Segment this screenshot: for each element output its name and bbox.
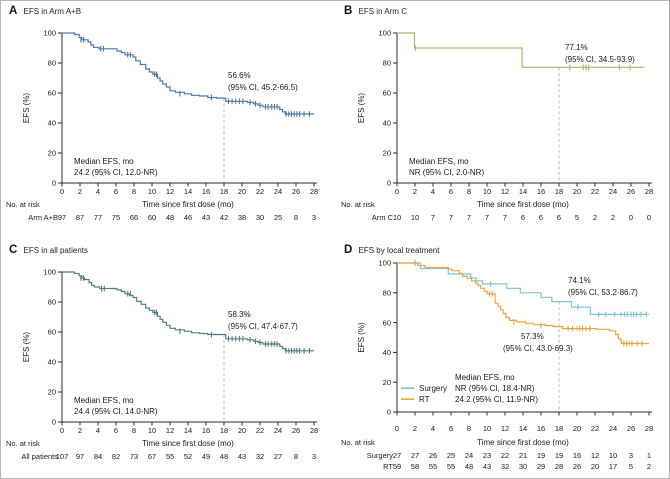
y-tick-label: 20 [382,148,391,158]
median-efs-label: Median EFS, mo [74,157,134,166]
y-tick-label: 60 [382,88,391,98]
x-tick-label: 0 [59,187,65,196]
x-tick-label: 18 [554,187,564,196]
x-tick-label: 2 [77,426,83,435]
at-risk-value: 10 [392,213,402,222]
at-risk-value: 66 [129,213,139,222]
at-risk-value: 24 [464,451,474,460]
x-tick-label: 12 [500,187,510,196]
at-risk-value: 2 [646,462,652,471]
at-risk-value: 3 [311,213,317,222]
at-risk-value: 8 [293,213,299,222]
x-tick-label: 6 [113,426,119,435]
x-axis-title: Time since first dose (mo) [142,200,234,209]
at-risk-value: 22 [500,451,510,460]
x-tick-label: 28 [309,187,319,196]
landmark-annotation: 56.6% [228,71,251,80]
at-risk-header: No. at risk [341,438,375,447]
x-tick-label: 14 [518,424,528,433]
at-risk-value: 0 [646,213,652,222]
x-tick-label: 28 [309,426,319,435]
x-tick-label: 26 [626,424,636,433]
x-tick-label: 12 [165,426,175,435]
at-risk-value: 55 [446,462,456,471]
at-risk-value: 55 [165,452,175,461]
at-risk-value: 43 [237,452,247,461]
y-axis-title: EFS (%) [22,92,31,124]
median-efs-label: 24.4 (95% CI, 14.0-NR) [74,407,158,416]
y-tick-label: 0 [386,407,391,417]
y-tick-label: 100 [43,267,56,277]
x-tick-label: 18 [219,187,229,196]
x-tick-label: 28 [644,187,654,196]
x-tick-label: 10 [147,426,157,435]
at-risk-value: 16 [572,451,582,460]
panel-C-chart [0,239,335,479]
x-tick-label: 8 [466,424,472,433]
at-risk-value: 38 [237,213,247,222]
at-risk-value: 7 [466,213,472,222]
panel-A-chart [0,0,335,239]
y-tick-label: 80 [382,58,391,68]
at-risk-value: 19 [536,451,546,460]
x-tick-label: 2 [77,187,83,196]
y-tick-label: 60 [47,88,56,98]
at-risk-row-label: RT [383,462,393,471]
at-risk-value: 48 [165,213,175,222]
panel-B [335,0,670,239]
at-risk-value: 7 [502,213,508,222]
median-efs-label: Median EFS, mo [74,396,134,405]
at-risk-value: 27 [410,451,420,460]
x-tick-label: 24 [273,426,283,435]
panel-B-title [344,5,407,17]
y-tick-label: 100 [43,28,56,38]
at-risk-value: 27 [392,451,402,460]
x-tick-label: 10 [482,187,492,196]
at-risk-value: 12 [590,451,600,460]
median-efs-label: 24.2 (95% CI, 11.9-NR) [455,395,538,404]
at-risk-value: 1 [646,451,652,460]
panel-A [0,0,335,239]
x-tick-label: 8 [466,187,472,196]
landmark-annotation: (95% CI, 47.4-67.7) [228,322,298,331]
at-risk-value: 30 [518,462,528,471]
x-tick-label: 16 [201,187,211,196]
censor-marks-all-patients [81,275,310,353]
x-tick-label: 2 [412,424,418,433]
at-risk-value: 23 [482,451,492,460]
legend-label: Surgery [419,384,448,393]
y-tick-label: 0 [51,417,56,427]
y-tick-label: 0 [386,178,391,188]
at-risk-header: No. at risk [6,200,40,209]
at-risk-value: 77 [93,213,103,222]
at-risk-value: 32 [500,462,510,471]
x-tick-label: 12 [500,424,510,433]
x-tick-label: 26 [291,187,301,196]
median-efs-label: Median EFS, mo [455,373,515,382]
landmark-annotation: (95% CI, 45.2-66.5) [228,83,298,92]
at-risk-value: 58 [410,462,420,471]
x-tick-label: 14 [183,426,193,435]
at-risk-value: 27 [273,452,283,461]
at-risk-value: 2 [610,213,616,222]
panel-letter: D [344,244,353,256]
y-tick-label: 40 [382,348,391,358]
y-tick-label: 80 [47,58,56,68]
panel-title-text: EFS in Arm C [358,7,407,16]
at-risk-value: 30 [255,213,265,222]
x-tick-label: 4 [95,187,101,196]
at-risk-value: 29 [536,462,546,471]
x-tick-label: 6 [448,424,454,433]
at-risk-value: 3 [311,452,317,461]
x-tick-label: 24 [608,187,618,196]
x-tick-label: 18 [554,424,564,433]
at-risk-value: 3 [628,451,634,460]
x-tick-label: 20 [237,187,247,196]
x-tick-label: 22 [590,187,600,196]
y-axis-title: EFS (%) [357,92,366,124]
at-risk-row-label: All patients [21,452,58,461]
x-tick-label: 6 [113,187,119,196]
at-risk-row-label: Arm C [371,213,393,222]
at-risk-value: 67 [147,452,157,461]
panel-D-chart [335,239,670,479]
x-tick-label: 0 [59,426,65,435]
at-risk-row-all-patients [21,452,316,461]
panel-C-title [9,244,88,256]
at-risk-value: 82 [111,452,121,461]
landmark-annotation: 58.3% [228,310,251,319]
landmark-annotation: (95% CI, 34.5-93.9) [565,55,635,64]
y-tick-label: 60 [47,327,56,337]
panel-title-text: EFS by local treatment [358,246,440,255]
x-tick-label: 28 [644,424,654,433]
x-tick-label: 14 [518,187,528,196]
at-risk-value: 87 [75,213,85,222]
at-risk-value: 21 [518,451,528,460]
at-risk-value: 0 [628,213,634,222]
at-risk-value: 6 [520,213,526,222]
x-tick-label: 8 [131,187,137,196]
at-risk-value: 48 [464,462,474,471]
legend-label: RT [419,395,430,404]
y-tick-label: 80 [382,288,391,298]
at-risk-header: No. at risk [6,439,40,448]
x-tick-label: 22 [255,187,265,196]
at-risk-value: 43 [201,213,211,222]
x-tick-label: 26 [626,187,636,196]
at-risk-value: 17 [608,462,618,471]
x-tick-label: 16 [201,426,211,435]
panel-C [0,239,335,479]
at-risk-row-arm-a-b [28,213,316,222]
panel-title-text: EFS in Arm A+B [23,7,82,16]
km-curve-arm-a-b [62,33,314,114]
at-risk-value: 6 [538,213,544,222]
at-risk-row-surgery [367,451,651,460]
x-tick-label: 16 [536,424,546,433]
at-risk-value: 7 [448,213,454,222]
panel-letter: C [9,244,18,256]
panel-B-chart [335,0,670,239]
x-tick-label: 0 [394,424,400,433]
x-tick-label: 22 [590,424,600,433]
at-risk-row-rt [383,462,651,471]
at-risk-value: 75 [111,213,121,222]
at-risk-value: 20 [590,462,600,471]
x-axis-title: Time since first dose (mo) [477,200,569,209]
at-risk-value: 59 [392,462,402,471]
at-risk-row-label: Surgery [366,451,393,460]
at-risk-value: 10 [608,451,618,460]
at-risk-value: 26 [572,462,582,471]
y-tick-label: 20 [47,148,56,158]
x-tick-label: 24 [273,187,283,196]
at-risk-value: 25 [446,451,456,460]
at-risk-value: 6 [556,213,562,222]
at-risk-value: 52 [183,452,193,461]
y-axis-title: EFS (%) [22,331,31,363]
at-risk-value: 5 [628,462,634,471]
at-risk-value: 49 [201,452,211,461]
x-tick-label: 0 [394,187,400,196]
at-risk-value: 32 [255,452,265,461]
y-tick-label: 60 [382,318,391,328]
y-tick-label: 20 [382,377,391,387]
at-risk-value: 43 [482,462,492,471]
y-tick-label: 40 [47,357,56,367]
at-risk-value: 28 [554,462,564,471]
x-tick-label: 4 [95,426,101,435]
y-tick-label: 0 [51,178,56,188]
x-axis-title: Time since first dose (mo) [142,439,234,448]
panel-D [335,239,670,479]
panel-A-title [9,5,81,17]
km-curve-all-patients [62,272,314,351]
at-risk-value: 55 [428,462,438,471]
at-risk-header: No. at risk [341,200,375,209]
at-risk-value: 8 [293,452,299,461]
at-risk-value: 7 [430,213,436,222]
panel-title-text: EFS in all patients [23,246,88,255]
x-tick-label: 10 [147,187,157,196]
y-tick-label: 20 [47,387,56,397]
at-risk-value: 60 [147,213,157,222]
at-risk-value: 19 [554,451,564,460]
median-efs-label: NR (95% CI, 2.0-NR) [409,168,485,177]
at-risk-value: 25 [273,213,283,222]
x-tick-label: 12 [165,187,175,196]
x-tick-label: 8 [131,426,137,435]
at-risk-value: 97 [57,213,67,222]
x-tick-label: 20 [572,424,582,433]
panel-letter: B [344,5,353,17]
at-risk-row-arm-c [372,213,651,222]
y-axis-title: EFS (%) [357,322,366,353]
y-tick-label: 40 [47,118,56,128]
landmark-annotation: 57.3% [521,332,544,341]
x-tick-label: 4 [430,187,436,196]
landmark-annotation: (95% CI, 53.2-86.7) [568,288,638,297]
at-risk-value: 48 [219,452,229,461]
median-efs-label: NR (95% CI, 18.4-NR) [455,384,535,393]
y-tick-label: 100 [378,28,391,38]
at-risk-value: 84 [93,452,103,461]
x-tick-label: 2 [412,187,418,196]
y-tick-label: 80 [47,297,56,307]
at-risk-value: 7 [484,213,490,222]
at-risk-value: 26 [428,451,438,460]
x-axis-title: Time since first dose (mo) [477,438,569,447]
panel-letter: A [9,5,18,17]
median-efs-label: 24.2 (95% CI, 12.0-NR) [74,168,158,177]
x-tick-label: 20 [237,426,247,435]
at-risk-value: 2 [592,213,598,222]
at-risk-value: 42 [219,213,229,222]
panel-D-title [344,244,439,256]
x-tick-label: 18 [219,426,229,435]
at-risk-value: 5 [574,213,580,222]
legend [401,384,447,404]
at-risk-value: 107 [55,452,69,461]
y-tick-label: 40 [382,118,391,128]
x-tick-label: 16 [536,187,546,196]
x-tick-label: 14 [183,187,193,196]
x-tick-label: 20 [572,187,582,196]
landmark-annotation: (95% CI, 43.0-69.3) [503,344,573,353]
at-risk-value: 10 [410,213,420,222]
x-tick-label: 26 [291,426,301,435]
landmark-annotation: 77.1% [565,43,588,52]
x-tick-label: 24 [608,424,618,433]
x-tick-label: 10 [482,424,492,433]
at-risk-row-label: Arm A+B [28,213,58,222]
x-tick-label: 4 [430,424,436,433]
x-tick-label: 22 [255,426,265,435]
at-risk-value: 73 [129,452,139,461]
y-tick-label: 100 [378,258,391,268]
median-efs-label: Median EFS, mo [409,157,469,166]
x-tick-label: 6 [448,187,454,196]
at-risk-value: 97 [75,452,85,461]
at-risk-value: 46 [183,213,193,222]
landmark-annotation: 74.1% [568,276,591,285]
